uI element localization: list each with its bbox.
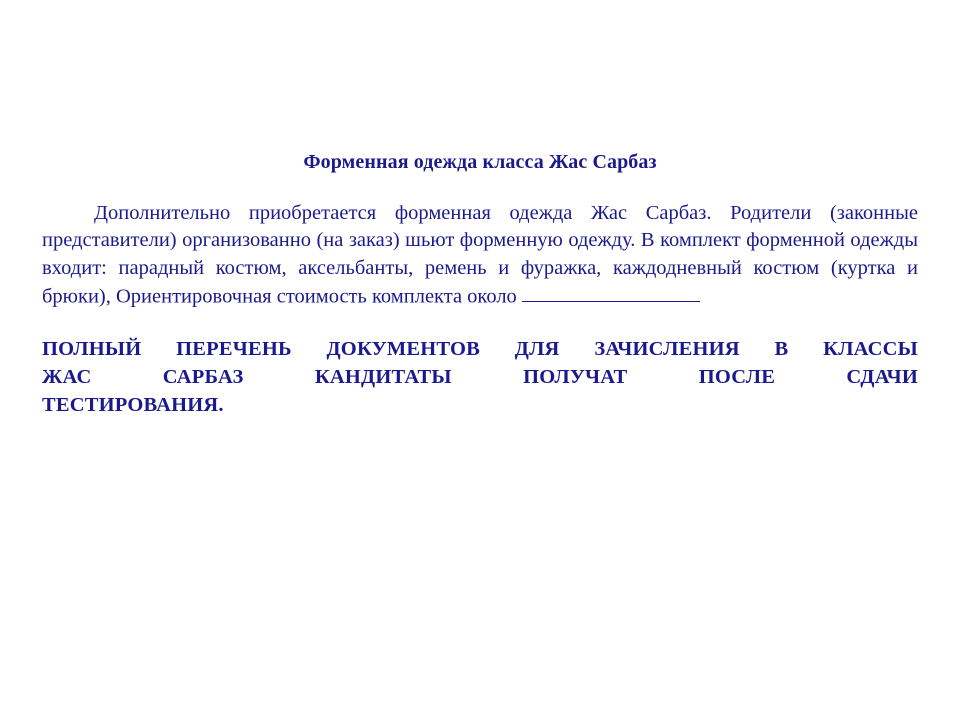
- document-content: [42, 150, 918, 419]
- notice-line-3: ТЕСТИРОВАНИЯ.: [42, 393, 224, 416]
- intro-paragraph-text: Дополнительно приобретается форменная одежда Жас Сарбаз. Родители (законные представители) организованно (на заказ) шьют форменную одежду. В комплект форменной одежды входит: парадный костюм, аксельбанты, ремень и фуражка, каждодневный костюм (куртка и брюки), Ориентировочная стоимость комплекта около: [42, 202, 918, 308]
- page-title: Форменная одежда класса Жас Сарбаз: [303, 151, 657, 173]
- notice-line-1: ПОЛНЫЙ ПЕРЕЧЕНЬ ДОКУМЕНТОВ ДЛЯ ЗАЧИСЛЕНИЯ В КЛАССЫ: [42, 338, 918, 361]
- notice-paragraph: [42, 336, 918, 419]
- intro-paragraph: [42, 200, 918, 310]
- blank-fill-in-field[interactable]: [522, 282, 700, 302]
- notice-line-2: ЖАС САРБАЗ КАНДИТАТЫ ПОЛУЧАТ ПОСЛЕ СДАЧИ: [42, 366, 918, 389]
